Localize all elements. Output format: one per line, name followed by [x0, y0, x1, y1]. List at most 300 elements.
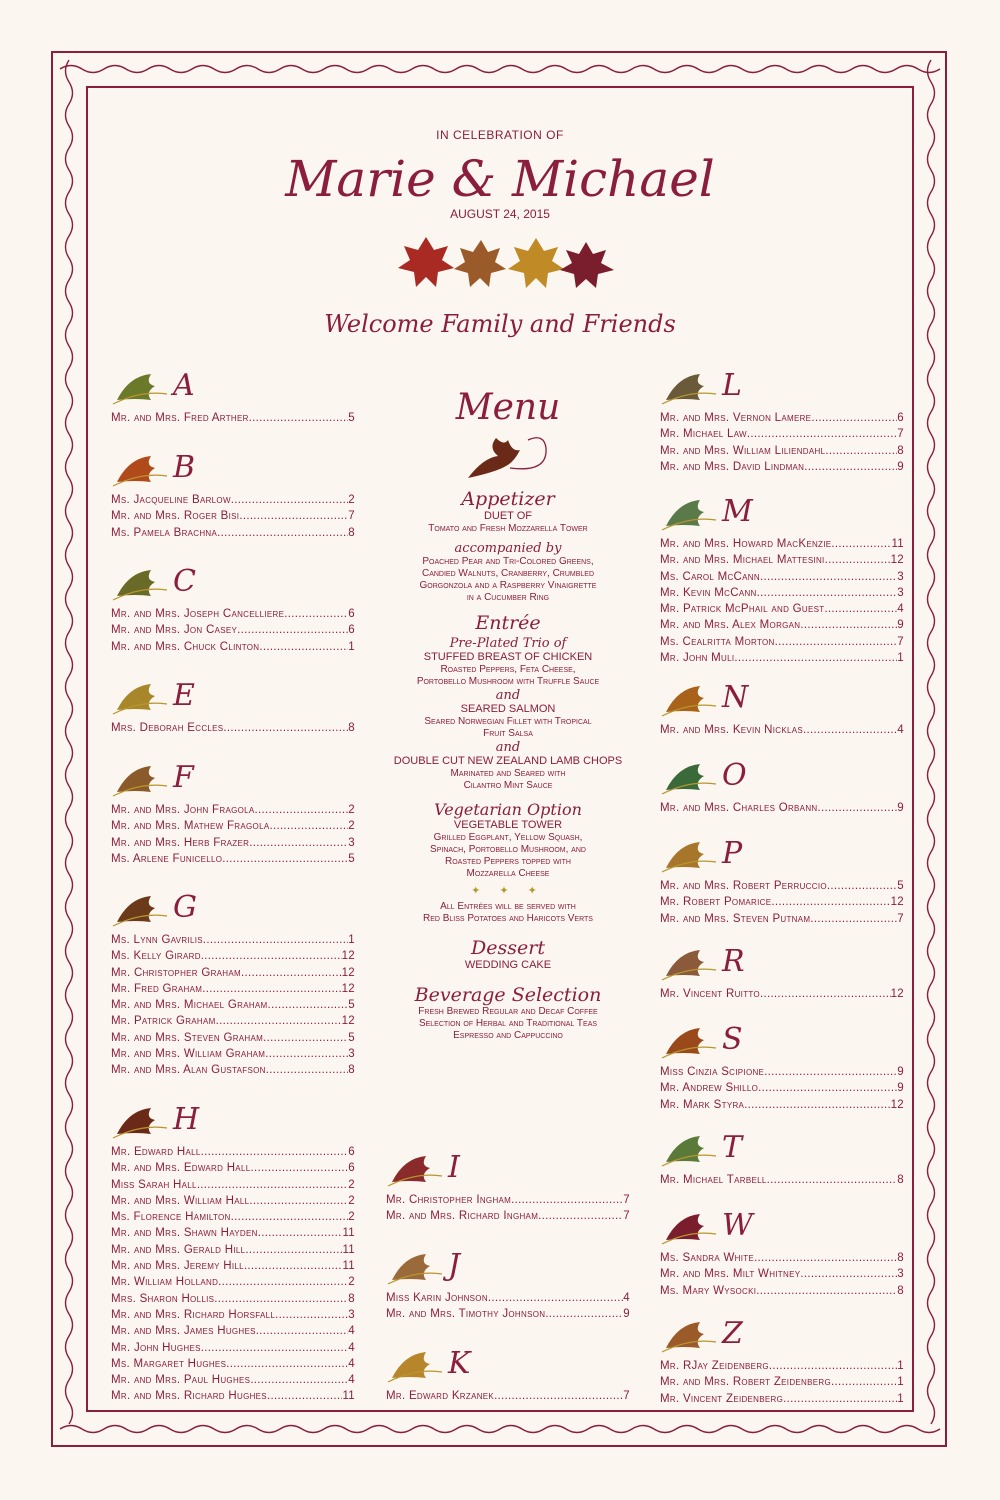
- table-number: 3: [897, 570, 904, 583]
- guest-name: Mr. Patrick Graham: [111, 1015, 216, 1028]
- dot-leader: [217, 525, 348, 541]
- letter-heading: [660, 1314, 904, 1358]
- leaf-swirl-icon: [660, 1210, 718, 1253]
- table-number: 7: [897, 428, 904, 441]
- table-number: 8: [897, 1252, 904, 1264]
- table-number: 2: [348, 1194, 355, 1207]
- table-number: 11: [891, 538, 904, 550]
- dot-leader: [222, 851, 348, 867]
- guest-name: Mr. and Mrs. Herb Frazer: [111, 836, 250, 849]
- table-number: 6: [348, 1162, 355, 1175]
- table-number: 1: [897, 1376, 904, 1389]
- vegetarian-heading: Vegetarian Option: [434, 800, 582, 819]
- dot-leader: [259, 639, 348, 655]
- table-number: 11: [342, 1390, 355, 1403]
- leaf-swirl-icon: [660, 370, 718, 413]
- guest-name: Mr. and Mrs. Timothy Johnson: [386, 1308, 546, 1321]
- dot-leader: [249, 1193, 348, 1209]
- table-number: 4: [623, 1292, 630, 1304]
- accompanied-by: accompanied by: [454, 541, 562, 556]
- guest-entry: [111, 997, 355, 1013]
- table-number: 6: [348, 608, 355, 620]
- dot-leader: [734, 650, 897, 666]
- guest-entry: [660, 1266, 904, 1282]
- guest-name: Mr. and Mrs. Gerald Hill: [111, 1243, 246, 1256]
- letter-heading: [660, 1128, 904, 1172]
- guest-name: Mr. and Mrs. Alan Gustafson: [111, 1064, 266, 1077]
- guest-entry: [111, 1242, 355, 1258]
- dot-leader: [758, 1080, 897, 1096]
- guest-entry: [111, 1356, 355, 1372]
- salmon-title: SEARED SALMON: [460, 703, 556, 715]
- veg-desc-3: Roasted Peppers topped with: [445, 856, 571, 867]
- leaf-swirl-icon: [660, 496, 718, 539]
- guest-name: Mr. and Mrs. James Hughes: [111, 1325, 256, 1338]
- table-number: 2: [348, 1276, 355, 1289]
- dot-leader: [800, 1266, 897, 1282]
- appetizer-heading: Appetizer: [461, 488, 555, 510]
- guest-entry: [386, 1306, 630, 1322]
- guest-name: Mr. Edward Hall: [111, 1146, 201, 1158]
- guest-name: Mr. and Mrs. Fred Arther: [111, 412, 249, 424]
- letter-group-e: [111, 676, 355, 736]
- guest-name: Ms. Jacqueline Barlow: [111, 494, 231, 506]
- chicken-desc-1: Roasted Peppers, Feta Cheese,: [440, 664, 576, 675]
- guest-entry: [111, 1046, 355, 1062]
- guest-name: Mr. and Mrs. Richard Horsfall: [111, 1308, 276, 1321]
- guest-entry: [111, 1225, 355, 1241]
- section-letter: N: [722, 680, 749, 715]
- beverage-desc-1: Fresh Brewed Regular and Decaf Coffee: [418, 1006, 598, 1017]
- guest-entry: [111, 1372, 355, 1388]
- guest-name: Mr. and Mrs. William Hall: [111, 1194, 250, 1207]
- guest-name: Mrs. Deborah Eccles: [111, 722, 224, 734]
- guest-name: Mr. and Mrs. John Fragola: [111, 804, 255, 816]
- dot-leader: [226, 1356, 348, 1372]
- table-number: 2: [348, 494, 355, 506]
- letter-heading: [660, 678, 904, 722]
- entree-sub: Pre-Plated Trio of: [449, 636, 567, 651]
- guest-name: Mr. Michael Tarbell: [660, 1174, 767, 1186]
- section-letter: H: [173, 1102, 200, 1137]
- salmon-desc-2: Fruit Salsa: [483, 728, 533, 739]
- dot-leader: [201, 948, 342, 964]
- guest-entry: [111, 525, 355, 541]
- letter-heading: [386, 1246, 630, 1290]
- table-number: 1: [348, 934, 355, 946]
- table-number: 12: [890, 1098, 904, 1111]
- table-number: 4: [348, 1325, 355, 1338]
- dot-leader: [239, 508, 348, 524]
- dot-leader: [825, 552, 891, 568]
- guest-entry: [660, 911, 904, 927]
- table-number: 8: [348, 1292, 355, 1305]
- dot-leader: [218, 1274, 348, 1290]
- dot-leader: [769, 1358, 897, 1374]
- guest-entry: [111, 1274, 355, 1290]
- dot-leader: [258, 1225, 343, 1241]
- section-letter: S: [722, 1022, 743, 1057]
- guest-name: Ms. Kelly Girard: [111, 950, 201, 963]
- dot-leader: [268, 997, 349, 1013]
- section-letter: L: [722, 368, 742, 403]
- guest-name: Mr. and Mrs. Roger Bisi: [111, 510, 240, 523]
- letter-group-c: [111, 562, 355, 655]
- letter-heading: [660, 366, 904, 410]
- table-number: 5: [897, 880, 904, 892]
- dot-leader: [284, 606, 348, 622]
- guest-name: Ms. Lynn Gavrilis: [111, 934, 203, 946]
- table-number: 4: [897, 603, 904, 616]
- guest-name: Mr. and Mrs. Jon Casey: [111, 624, 238, 637]
- guest-name: Mr. Fred Graham: [111, 982, 203, 995]
- dot-leader: [267, 1388, 343, 1404]
- guest-entry: [111, 1323, 355, 1339]
- guest-name: Miss Karin Johnson: [386, 1292, 488, 1304]
- section-letter: R: [722, 944, 745, 979]
- dot-leader: [488, 1290, 623, 1306]
- table-number: 12: [890, 896, 904, 909]
- veg-desc-2: Spinach, Portobello Mushroom, and: [430, 844, 586, 855]
- guest-entry: [386, 1208, 630, 1224]
- menu-section: [380, 388, 636, 1042]
- section-letter: A: [173, 368, 195, 403]
- letter-heading: [111, 366, 355, 410]
- welcome-message: Welcome Family and Friends: [324, 310, 676, 338]
- guest-entry: [111, 835, 355, 851]
- letter-heading: [386, 1344, 630, 1388]
- dot-leader: [231, 492, 349, 508]
- guest-entry: [660, 1080, 904, 1096]
- dot-leader: [249, 410, 349, 426]
- section-letter: W: [722, 1208, 753, 1243]
- appetizer-desc-4: in a Cucumber Ring: [466, 592, 550, 603]
- dot-leader: [810, 911, 897, 927]
- table-number: 11: [342, 1260, 355, 1273]
- guest-name: Mr. and Mrs. Chuck Clinton: [111, 640, 260, 653]
- letter-group-h: [111, 1100, 355, 1405]
- letter-heading: [660, 1020, 904, 1064]
- table-number: 6: [348, 1146, 355, 1158]
- table-number: 9: [897, 619, 904, 632]
- table-number: 11: [342, 1227, 355, 1240]
- guest-name: Mr. and Mrs. Mathew Fragola: [111, 820, 270, 833]
- dessert-heading: Dessert: [471, 937, 545, 959]
- letter-heading: [111, 676, 355, 720]
- dot-leader: [237, 622, 348, 638]
- guest-name: Ms. Mary Wysocki: [660, 1284, 757, 1297]
- dot-leader: [203, 932, 348, 948]
- chicken-desc-2: Portobello Mushroom with Truffle Sauce: [416, 676, 600, 687]
- section-letter: E: [173, 678, 195, 713]
- guest-name: Mr. Vincent Ruitto: [660, 988, 760, 1000]
- leaf-swirl-icon: [660, 946, 718, 989]
- dot-leader: [817, 800, 897, 816]
- section-letter: B: [173, 450, 196, 485]
- dot-leader: [827, 878, 897, 894]
- dot-leader: [760, 569, 897, 585]
- leaf-swirl-icon: [386, 1250, 444, 1293]
- table-number: 12: [341, 950, 355, 963]
- lamb-desc-2: Cilantro Mint Sauce: [463, 780, 553, 791]
- dot-leader: [197, 1177, 348, 1193]
- leaf-swirl-icon: [660, 760, 718, 803]
- section-letter: P: [722, 836, 743, 871]
- guest-name: Mr. and Mrs. Howard MacKenzie: [660, 538, 832, 550]
- couple-names: Marie & Michael: [285, 150, 715, 208]
- guest-name: Mr. RJay Zeidenberg: [660, 1360, 769, 1372]
- table-number: 12: [890, 554, 904, 567]
- guest-name: Mr. William Holland: [111, 1276, 219, 1289]
- letter-heading: [660, 492, 904, 536]
- dot-leader: [545, 1306, 623, 1322]
- guest-name: Mr. Christopher Ingham: [386, 1194, 512, 1206]
- table-number: 1: [348, 640, 355, 653]
- guest-entry: [111, 1307, 355, 1323]
- guest-entry: [660, 426, 904, 442]
- guest-entry: [111, 1291, 355, 1307]
- table-number: 6: [897, 412, 904, 424]
- dot-leader: [214, 1291, 348, 1307]
- entree-heading: Entrée: [475, 612, 541, 634]
- guest-name: Mr. and Mrs. Richard Ingham: [386, 1210, 539, 1223]
- salmon-desc-1: Seared Norwegian Fillet with Tropical: [424, 716, 592, 727]
- table-number: 12: [341, 1015, 355, 1028]
- dot-leader: [241, 965, 342, 981]
- section-letter: G: [173, 890, 197, 925]
- table-number: 3: [348, 836, 355, 849]
- letter-heading: [111, 1100, 355, 1144]
- table-number: 8: [348, 526, 355, 539]
- guest-entry: [660, 894, 904, 910]
- section-letter: T: [722, 1130, 743, 1165]
- ornament-divider: ✦ ✦ ✦: [471, 885, 545, 897]
- guest-name: Mr. and Mrs. Robert Zeidenberg: [660, 1376, 831, 1389]
- dot-leader: [231, 1209, 349, 1225]
- guest-name: Mr. and Mrs. William Graham: [111, 1048, 266, 1061]
- section-letter: Z: [722, 1316, 743, 1351]
- table-number: 7: [348, 510, 355, 523]
- letter-group-o: [660, 756, 904, 816]
- leaf-swirl-icon: [111, 566, 169, 609]
- dot-leader: [202, 981, 341, 997]
- table-number: 8: [348, 722, 355, 734]
- letter-group-w: [660, 1206, 904, 1299]
- letter-group-a: [111, 366, 355, 426]
- guest-name: Mr. and Mrs. David Lindman: [660, 460, 805, 473]
- section-letter: K: [448, 1346, 471, 1381]
- table-number: 12: [341, 982, 355, 995]
- appetizer-desc-2: Candied Walnuts, Cranberry, Crumbled: [421, 568, 595, 579]
- and-1: and: [495, 688, 521, 703]
- table-number: 4: [348, 1357, 355, 1370]
- table-number: 2: [348, 1211, 355, 1224]
- table-number: 8: [897, 1174, 904, 1186]
- table-number: 5: [348, 999, 355, 1012]
- guest-name: Mr. John Hughes: [111, 1341, 201, 1354]
- table-number: 9: [897, 460, 904, 473]
- table-number: 7: [897, 635, 904, 648]
- guest-entry: [111, 818, 355, 834]
- guest-entry: [111, 1340, 355, 1356]
- section-letter: I: [448, 1150, 460, 1185]
- beverage-desc-3: Espresso and Cappuccino: [453, 1030, 563, 1041]
- leaf-swirl-icon: [660, 1024, 718, 1067]
- guest-name: Mr. and Mrs. Shawn Hayden: [111, 1227, 258, 1240]
- dot-leader: [800, 617, 897, 633]
- guest-entry: [660, 569, 904, 585]
- guest-name: Mr. and Mrs. Milt Whitney: [660, 1268, 801, 1281]
- table-number: 12: [890, 988, 904, 1000]
- letter-group-f: [111, 758, 355, 867]
- guest-name: Mr. Mark Styra: [660, 1098, 745, 1111]
- guest-name: Mr. Christopher Graham: [111, 966, 241, 979]
- table-number: 2: [348, 820, 355, 833]
- leaf-swirl-icon: [386, 1348, 444, 1391]
- dot-leader: [756, 1283, 897, 1299]
- guest-name: Miss Sarah Hall: [111, 1178, 197, 1191]
- dot-leader: [767, 1172, 898, 1188]
- dot-leader: [201, 1340, 349, 1356]
- table-number: 9: [897, 802, 904, 814]
- table-number: 2: [348, 804, 355, 816]
- pre-title: IN CELEBRATION OF: [436, 128, 564, 142]
- letter-group-p: [660, 834, 904, 927]
- letter-heading: [386, 1148, 630, 1192]
- guest-entry: [660, 585, 904, 601]
- autumn-leaves-icon: [396, 232, 618, 292]
- guest-name: Mr. and Mrs. Steven Graham: [111, 1031, 264, 1044]
- letter-group-s: [660, 1020, 904, 1113]
- section-letter: M: [722, 494, 753, 529]
- guest-entry: [111, 1258, 355, 1274]
- guest-entry: [111, 1030, 355, 1046]
- guest-entry: [111, 1177, 355, 1193]
- leaf-swirl-icon: [660, 1132, 718, 1175]
- leaf-swirl-icon: [111, 680, 169, 723]
- letter-group-z: [660, 1314, 904, 1407]
- guest-name: Miss Cinzia Scipione: [660, 1066, 765, 1078]
- table-number: 3: [348, 1308, 355, 1321]
- table-number: 1: [897, 652, 904, 665]
- served-note-2: Red Bliss Potatoes and Haricots Verts: [423, 913, 593, 924]
- dot-leader: [266, 1062, 349, 1078]
- served-note-1: All Entrées will be served with: [440, 901, 576, 912]
- guest-name: Mr. Robert Pomarice: [660, 896, 772, 909]
- table-number: 5: [348, 412, 355, 424]
- guest-name: Ms. Sandra White: [660, 1252, 755, 1264]
- letter-heading: [111, 562, 355, 606]
- guest-entry: [660, 634, 904, 650]
- table-number: 8: [897, 444, 904, 457]
- letter-heading: [111, 448, 355, 492]
- section-letter: J: [448, 1248, 461, 1283]
- dot-leader: [824, 601, 897, 617]
- table-number: 1: [897, 1392, 904, 1405]
- beverage-heading: Beverage Selection: [414, 984, 602, 1006]
- guest-name: Mr. Michael Law: [660, 428, 747, 441]
- appetizer-line2: Tomato and Fresh Mozzarella Tower: [428, 523, 588, 534]
- guest-name: Ms. Pamela Brachna: [111, 526, 218, 539]
- guest-name: Mrs. Sharon Hollis: [111, 1292, 215, 1305]
- guest-name: Mr. and Mrs. Kevin Nicklas: [660, 724, 804, 736]
- dot-leader: [265, 1046, 348, 1062]
- guest-name: Mr. and Mrs. Richard Hughes: [111, 1390, 267, 1403]
- leaf-swirl-icon: [660, 682, 718, 725]
- guest-name: Mr. and Mrs. Michael Graham: [111, 999, 268, 1012]
- guest-name: Ms. Arlene Funicello: [111, 852, 223, 865]
- dot-leader: [250, 1372, 348, 1388]
- dot-leader: [757, 585, 898, 601]
- table-number: 7: [623, 1390, 630, 1402]
- dot-leader: [201, 1144, 349, 1160]
- dot-leader: [804, 459, 897, 475]
- guest-name: Mr. Edward Krzanek: [386, 1390, 495, 1402]
- guest-name: Ms. Margaret Hughes: [111, 1357, 227, 1370]
- guest-name: Mr. and Mrs. Charles Orbann: [660, 802, 818, 814]
- guest-entry: [660, 1391, 904, 1407]
- letter-heading: [111, 888, 355, 932]
- menu-title: Menu: [455, 387, 561, 428]
- leaf-swirl-icon: [111, 1104, 169, 1147]
- guest-name: Mr. Andrew Shillo: [660, 1082, 759, 1095]
- guest-name: Ms. Carol McCann: [660, 570, 760, 583]
- guest-name: Mr. and Mrs. Steven Putnam: [660, 912, 811, 925]
- guest-entry: [111, 1193, 355, 1209]
- letter-group-t: [660, 1128, 904, 1188]
- guest-name: Mr. and Mrs. Vernon Lamere: [660, 412, 812, 424]
- letter-group-n: [660, 678, 904, 738]
- dot-leader: [263, 1030, 348, 1046]
- letter-group-m: [660, 492, 904, 666]
- guest-entry: [111, 508, 355, 524]
- guest-entry: [111, 851, 355, 867]
- guest-entry: [660, 601, 904, 617]
- table-number: 9: [623, 1308, 630, 1321]
- table-number: 8: [348, 1064, 355, 1077]
- guest-entry: [660, 650, 904, 666]
- guest-entry: [660, 1374, 904, 1390]
- letter-heading: [660, 942, 904, 986]
- table-number: 3: [897, 586, 904, 599]
- section-letter: O: [722, 758, 747, 793]
- guest-entry: [111, 981, 355, 997]
- guest-entry: [660, 1097, 904, 1113]
- guest-entry: [660, 617, 904, 633]
- veg-desc-4: Mozzarella Cheese: [466, 868, 550, 879]
- table-number: 9: [897, 1082, 904, 1095]
- guest-name: Mr. and Mrs. Robert Perruccio: [660, 880, 827, 892]
- table-number: 4: [897, 724, 904, 736]
- guest-name: Mr. Patrick McPhail and Guest: [660, 603, 825, 616]
- letter-heading: [660, 756, 904, 800]
- dot-leader: [216, 1013, 342, 1029]
- table-number: 7: [623, 1210, 630, 1223]
- dot-leader: [494, 1388, 623, 1404]
- guest-name: Ms. Cealritta Morton: [660, 635, 775, 648]
- guest-entry: [111, 639, 355, 655]
- leaf-swirl-icon: [660, 838, 718, 881]
- letter-heading: [111, 758, 355, 802]
- dot-leader: [275, 1307, 348, 1323]
- table-number: 9: [897, 1066, 904, 1078]
- table-number: 6: [348, 624, 355, 637]
- table-number: 4: [348, 1374, 355, 1387]
- veg-title: VEGETABLE TOWER: [453, 819, 563, 831]
- dessert-item: WEDDING CAKE: [464, 959, 552, 971]
- appetizer-line1: DUET OF: [483, 510, 533, 522]
- lamb-desc-1: Marinated and Seared with: [450, 768, 566, 779]
